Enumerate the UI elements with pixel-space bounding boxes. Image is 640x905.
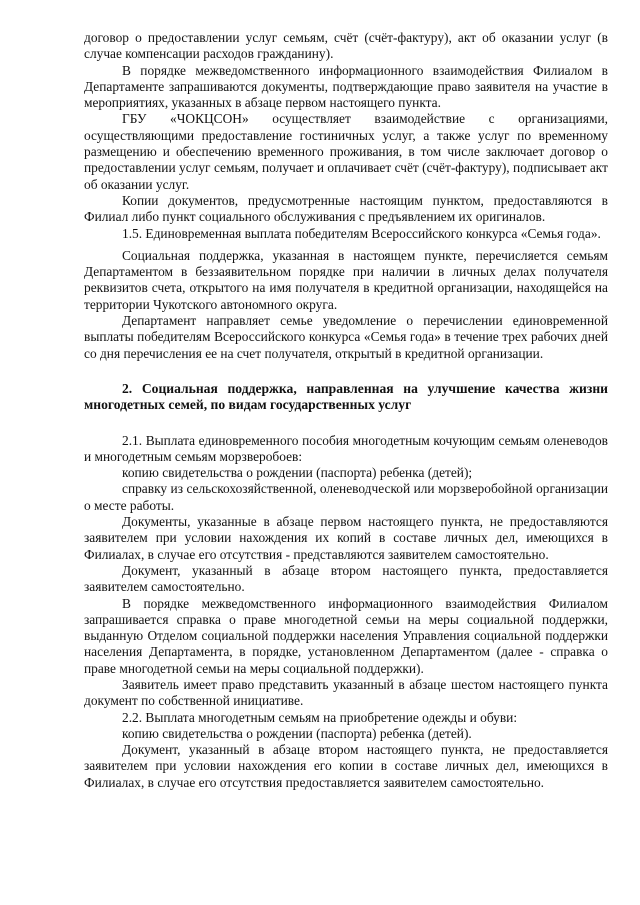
paragraph: справку из сельскохозяйственной, оленеводческой или морзверобойной организации о месте работы. [84, 481, 608, 513]
section-heading: 2. Социальная поддержка, направленная на улучшение качества жизни многодетных семей, по видам государственных услуг [84, 380, 608, 413]
paragraph: В порядке межведомственного информационного взаимодействия Филиалом в Департаменте запрашиваются документы, подтверждающие право заявителя на участие в мероприятиях, указанных в абзаце первом настоящего пункта. [84, 62, 608, 111]
paragraph: Копии документов, предусмотренные настоящим пунктом, предоставляются в Филиал либо пункт социального обслуживания с предъявлением их оригиналов. [84, 192, 608, 225]
paragraph: Документ, указанный в абзаце втором настоящего пункта, не предоставляется заявителем при условии нахождения его копии в составе личных дел, имеющихся в Филиалах, в случае его отсутствия предоставляется заявителем самостоятельно. [84, 742, 608, 790]
paragraph: копию свидетельства о рождении (паспорта) ребенка (детей). [122, 725, 472, 741]
paragraph: 2.2. Выплата многодетным семьям на приобретение одежды и обуви: [122, 709, 518, 725]
paragraph: 2.1. Выплата единовременного пособия многодетным кочующим семьям оленеводов и многодетным семьям морзверобоев: [84, 432, 608, 464]
paragraph: ГБУ «ЧОКЦСОН» осуществляет взаимодействие с организациями, осуществляющими предоставление гостиничных услуг, а также услуг по временному размещению и обеспечению временного проживания, в том числе заключает договор о предоставлении услуг семьям, получает и оплачивает счёт (счёт-фактуру), подписывает акт об оказании услуг. [84, 111, 608, 192]
paragraph: Документ, указанный в абзаце втором настоящего пункта, предоставляется заявителем самостоятельно. [84, 562, 608, 595]
paragraph: договор о предоставлении услуг семьям, счёт (счёт-фактуру), акт об оказании услуг (в случае компенсации расходов гражданину). [84, 30, 608, 62]
paragraph: Департамент направляет семье уведомление о перечислении единовременной выплаты победителям Всероссийского конкурса «Семья года» в течение трех рабочих дней со дня перечисления ее на счет получателя, открытый в кредитной организации. [84, 313, 608, 361]
paragraph: копию свидетельства о рождении (паспорта) ребенка (детей); [122, 465, 473, 481]
paragraph: В порядке межведомственного информационного взаимодействия Филиалом запрашивается справка о праве многодетной семьи на меры социальной поддержки, выданную Отделом социальной поддержки населения Управления социальной поддержки населения Департамента, в порядке, установленном Департаментом (далее - справка о праве многодетной семьи на меры социальной поддержки). [84, 595, 608, 676]
paragraph: Социальная поддержка, указанная в настоящем пункте, перечисляется семьям Департаментом в беззаявительном порядке при наличии в личных делах получателя реквизитов счета, открытого на имя получателя в кредитной организации, находящейся на территории Чукотского автономного округа. [84, 247, 608, 312]
paragraph: Заявитель имеет право представить указанный в абзаце шестом настоящего пункта документ по собственной инициативе. [84, 676, 608, 709]
paragraph: 1.5. Единовременная выплата победителям Всероссийского конкурса «Семья года». [122, 225, 601, 241]
paragraph: Документы, указанные в абзаце первом настоящего пункта, не предоставляются заявителем при условии нахождения их копий в составе личных дел, имеющихся в Филиалах, в случае его отсутствия - представляются заявителем самостоятельно. [84, 514, 608, 562]
